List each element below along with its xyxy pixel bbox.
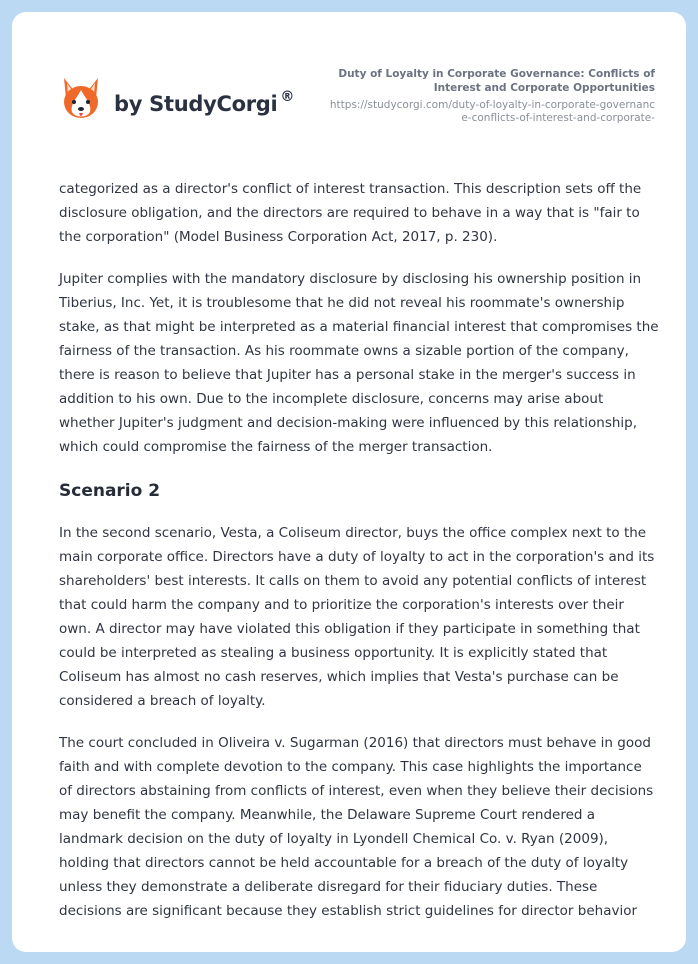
document-body bbox=[59, 177, 659, 941]
brand-name bbox=[114, 89, 294, 116]
document-page bbox=[12, 12, 686, 952]
paragraph: categorized as a director's conflict of interest transaction. This description sets off the disclosure obligation, and the directors are required to behave in a way that is "fair to the corporation" (Model Business Corporation Act, 2017, p. 230). bbox=[59, 181, 642, 245]
paragraph: In the second scenario, Vesta, a Coliseum director, buys the office complex next to the main corporate office. Directors have a duty of loyalty to act in the corporation's and its shareholders' best interests. It calls on them to avoid any potential conflicts of interest that could harm the company and to prioritize the corporation's interests over their own. A director may have violated this obligation if they participate in something that could be interpreted as stealing a business opportunity. It is explicitly stated that Coliseum has almost no cash reserves, which implies that Vesta's purchase can be considered a breach of loyalty. bbox=[59, 525, 655, 709]
section-heading: Scenario 2 bbox=[59, 481, 161, 501]
registered-mark: ® bbox=[280, 88, 295, 105]
brand-text: by StudyCorgi bbox=[114, 91, 278, 116]
document-title: Duty of Loyalty in Corporate Governance: Conflicts of Interest and Corporate Opportunities bbox=[338, 68, 655, 94]
paragraph: Jupiter complies with the mandatory disclosure by disclosing his ownership position in Tiberius, Inc. Yet, it is troublesome that he did not reveal his roommate's ownership stake, as that might be interpreted as a material financial interest that compromises the fairness of the transaction. As his roommate owns a sizable portion of the company, there is reason to believe that Jupiter has a personal stake in the merger's success in addition to his own. Due to the incomplete disclosure, concerns may arise about whether Jupiter's judgment and decision-making were influenced by this relationship, which could compromise the fairness of the merger transaction. bbox=[59, 271, 659, 455]
paragraph: The court concluded in Oliveira v. Sugarman (2016) that directors must behave in good faith and with complete devotion to the company. This case highlights the importance of directors abstaining from conflicts of interest, even when they believe their decisions may benefit the company. Meanwhile, the Delaware Supreme Court rendered a landmark decision on the duty of loyalty in Lyondell Chemical Co. v. Ryan (2009), holding that directors cannot be held accountable for a breach of the duty of loyalty unless they demonstrate a deliberate disregard for their fiduciary duties. These decisions are significant because they establish strict guidelines for director behavior bbox=[59, 735, 654, 919]
corgi-icon bbox=[60, 76, 102, 122]
document-url[interactable]: https://studycorgi.com/duty-of-loyalty-in-corporate-governance-conflicts-of-interest-and-corporate- bbox=[329, 99, 655, 124]
document-header-info bbox=[325, 67, 655, 125]
studycorgi-logo[interactable] bbox=[60, 76, 294, 122]
